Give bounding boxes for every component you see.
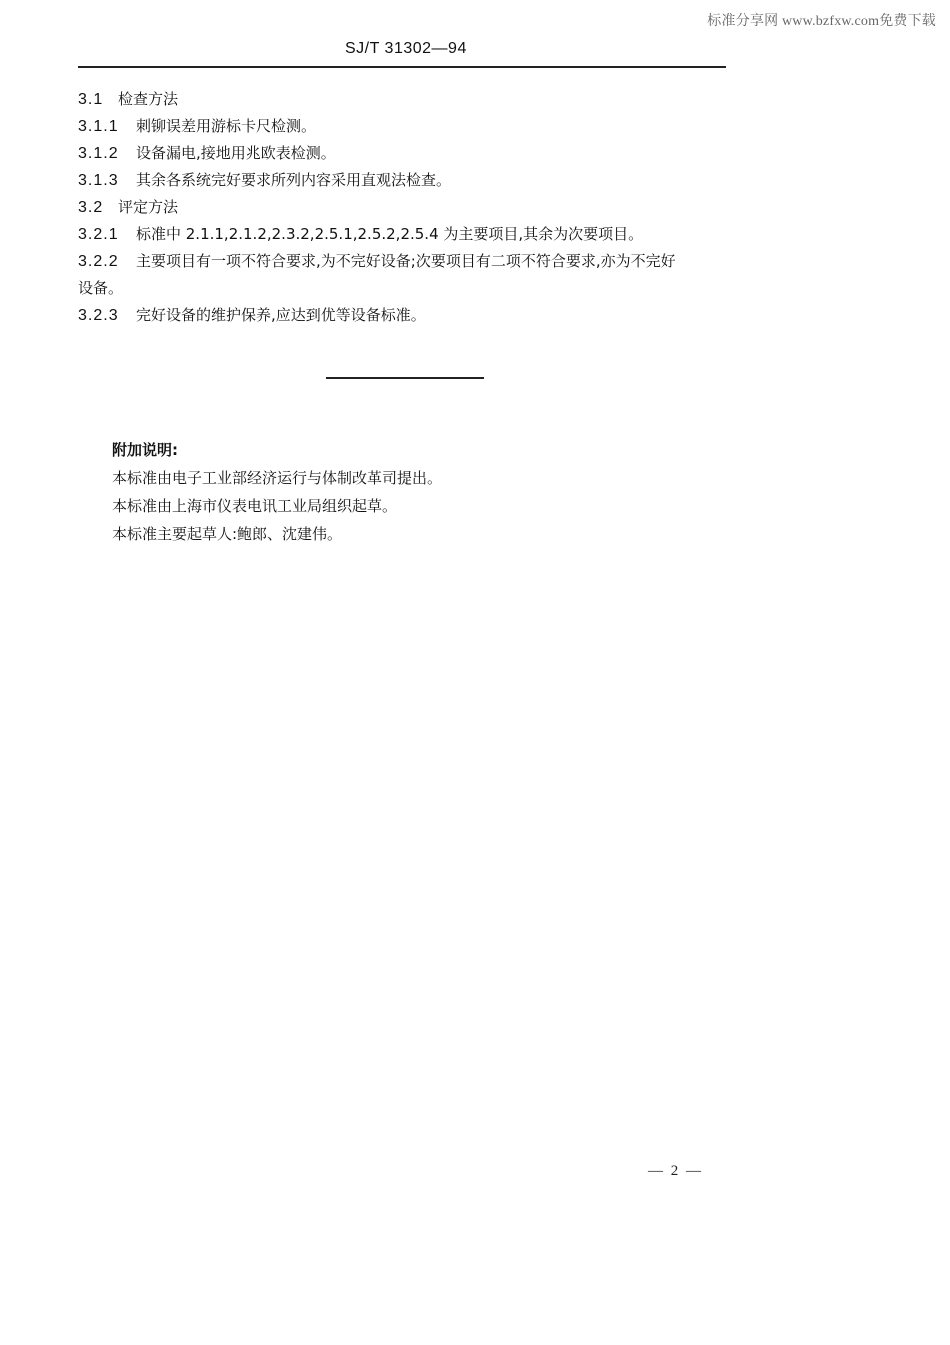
clause-number: 3.2.3 [78, 307, 119, 324]
additional-notes [112, 436, 442, 548]
clause-number: 3.2.1 [78, 226, 119, 243]
clause-text: 检查方法 [118, 90, 179, 108]
clause-number: 3.1.1 [78, 118, 119, 135]
clause-number: 3.1 [78, 91, 104, 108]
watermark-text: 标准分享网 www.bzfxw.com免费下载 [707, 14, 936, 29]
document-code: SJ/T 31302—94 [345, 40, 467, 57]
clause-3-2 [78, 194, 738, 221]
clause-number: 3.1.3 [78, 172, 119, 189]
clause-text: 刺铆误差用游标卡尺检测。 [136, 117, 317, 135]
clause-text: 完好设备的维护保养,应达到优等设备标准。 [136, 306, 426, 324]
clause-3-2-3 [78, 302, 738, 329]
clause-3-2-2 [78, 248, 738, 275]
clause-3-1 [78, 86, 738, 113]
header-divider [78, 66, 726, 68]
notes-title: 附加说明: [112, 441, 178, 459]
clause-number: 3.2.2 [78, 253, 119, 270]
clause-number: 3.1.2 [78, 145, 119, 162]
clause-3-1-2 [78, 140, 738, 167]
notes-line: 本标准由上海市仪表电讯工业局组织起草。 [112, 497, 398, 515]
clause-text: 主要项目有一项不符合要求,为不完好设备;次要项目有二项不符合要求,亦为不完好 [136, 252, 676, 270]
clause-list [78, 86, 738, 329]
clause-text: 标准中 2.1.1,2.1.2,2.3.2,2.5.1,2.5.2,2.5.4 为主要项目,其余为次要项目。 [136, 225, 644, 243]
clause-3-2-2-continuation [78, 275, 738, 302]
clause-text-continuation: 设备。 [78, 279, 124, 297]
clause-text: 评定方法 [118, 198, 179, 216]
clause-3-1-3 [78, 167, 738, 194]
clause-text: 其余各系统完好要求所列内容采用直观法检查。 [136, 171, 452, 189]
clause-number: 3.2 [78, 199, 104, 216]
end-divider [326, 377, 484, 379]
page-number: — 2 — [648, 1163, 703, 1179]
notes-line: 本标准由电子工业部经济运行与体制改革司提出。 [112, 469, 443, 487]
clause-3-2-1 [78, 221, 738, 248]
clause-3-1-1 [78, 113, 738, 140]
notes-line: 本标准主要起草人:鲍郎、沈建伟。 [112, 525, 343, 543]
clause-text: 设备漏电,接地用兆欧表检测。 [136, 144, 336, 162]
